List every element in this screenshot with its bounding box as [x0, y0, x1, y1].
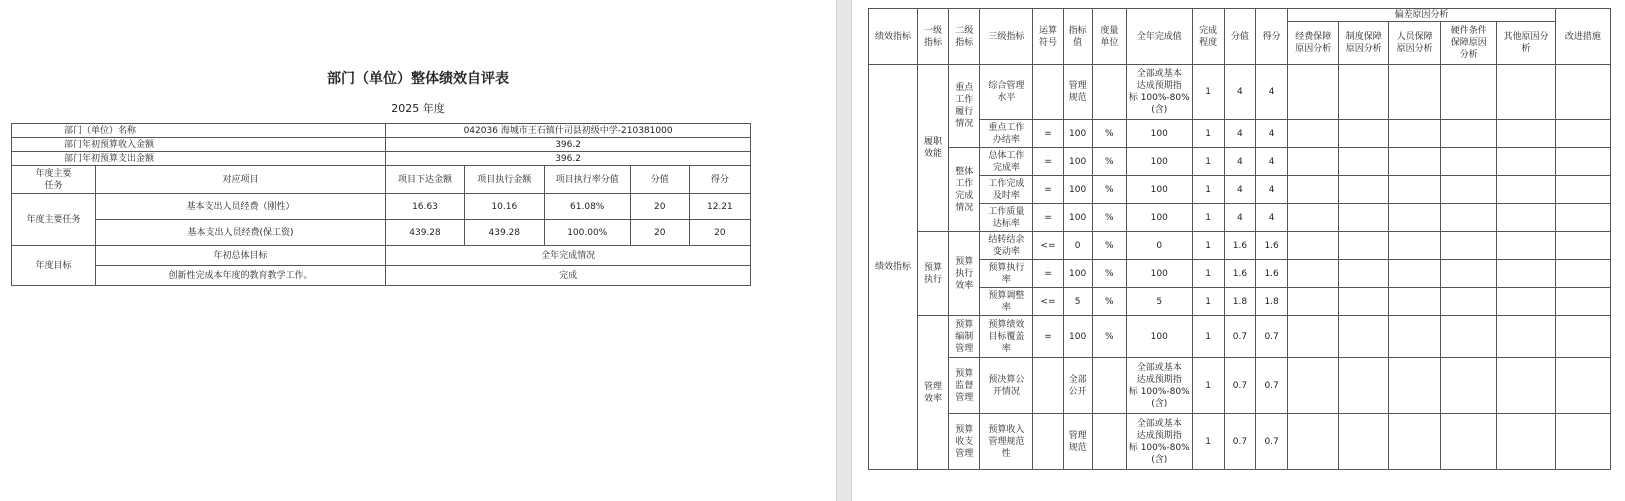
indicator-op — [1033, 65, 1063, 120]
task-project: 基本支出人员经费(保工资) — [95, 220, 385, 246]
task-score: 12.21 — [689, 194, 750, 220]
goal-left: 创新性完成本年度的教育教学工作。 — [95, 266, 385, 286]
indicator-row — [869, 288, 1611, 316]
indicator-l3: 工作完成 及时率 — [980, 176, 1033, 204]
indicator-row — [869, 204, 1611, 232]
indicator-op: = — [1033, 260, 1063, 288]
empty-cell — [1555, 204, 1610, 232]
empty-cell — [1288, 148, 1339, 176]
empty-cell — [1555, 358, 1610, 414]
col1-label: 绩效指标 — [869, 65, 918, 470]
info-label: 部门年初预算支出金额 — [12, 152, 386, 166]
empty-cell — [1441, 232, 1497, 260]
task-header-cell: 项目执行金额 — [464, 166, 544, 194]
empty-cell — [1497, 260, 1555, 288]
indicator-s: 0.7 — [1256, 358, 1288, 414]
indicator-row — [869, 358, 1611, 414]
task-header-cell: 对应项目 — [95, 166, 385, 194]
empty-cell — [1441, 65, 1497, 120]
level2-indicator: 预算 收支 管理 — [949, 414, 980, 470]
indicator-w: 4 — [1224, 120, 1255, 148]
indicator-done: 全部或基本 达成预期指 标 100%-80% (含) — [1127, 414, 1193, 470]
info-row — [12, 124, 751, 138]
empty-cell — [1339, 316, 1389, 358]
level1-indicator: 预算 执行 — [917, 232, 948, 316]
empty-cell — [1288, 260, 1339, 288]
indicator-row — [869, 316, 1611, 358]
empty-cell — [1389, 316, 1441, 358]
header-c7: 度量 单位 — [1092, 9, 1126, 65]
task-executed: 10.16 — [464, 194, 544, 220]
indicator-op: <= — [1033, 288, 1063, 316]
indicator-unit — [1092, 414, 1126, 470]
empty-cell — [1441, 288, 1497, 316]
indicator-unit — [1092, 358, 1126, 414]
header-d2: 制度保障 原因分析 — [1339, 22, 1389, 65]
indicator-val: 管理 规范 — [1063, 65, 1092, 120]
info-value: 396.2 — [386, 138, 751, 152]
empty-cell — [1497, 120, 1555, 148]
task-header-row — [12, 166, 751, 194]
indicator-done: 全部或基本 达成预期指 标 100%-80% (含) — [1127, 358, 1193, 414]
task-header-cell: 项目执行率分值 — [544, 166, 630, 194]
empty-cell — [1288, 176, 1339, 204]
form-year: 2025 年度 — [391, 102, 445, 115]
task-score: 20 — [689, 220, 750, 246]
indicator-l3: 预算调整 率 — [980, 288, 1033, 316]
header-c8: 全年完成值 — [1127, 9, 1193, 65]
level2-indicator: 预算 执行 效率 — [949, 232, 980, 316]
level2-indicator: 预算 编制 管理 — [949, 316, 980, 358]
indicator-deg: 1 — [1192, 288, 1224, 316]
empty-cell — [1497, 288, 1555, 316]
goal-header-row — [12, 246, 751, 266]
indicator-val: 管理 规范 — [1063, 414, 1092, 470]
info-row — [12, 138, 751, 152]
indicator-l3: 预算收入 管理规范 性 — [980, 414, 1033, 470]
empty-cell — [1389, 288, 1441, 316]
indicator-s: 4 — [1256, 148, 1288, 176]
empty-cell — [1339, 260, 1389, 288]
header-c2: 一级 指标 — [917, 9, 948, 65]
indicator-row — [869, 65, 1611, 120]
empty-cell — [1497, 148, 1555, 176]
indicator-w: 4 — [1224, 204, 1255, 232]
empty-cell — [1339, 358, 1389, 414]
empty-cell — [1339, 232, 1389, 260]
indicator-w: 4 — [1224, 176, 1255, 204]
task-weight: 20 — [630, 220, 689, 246]
indicator-row — [869, 232, 1611, 260]
empty-cell — [1441, 358, 1497, 414]
empty-cell — [1389, 65, 1441, 120]
indicator-w: 4 — [1224, 148, 1255, 176]
header-d3: 人员保障 原因分析 — [1389, 22, 1441, 65]
empty-cell — [1389, 358, 1441, 414]
indicator-unit: % — [1092, 120, 1126, 148]
indicator-deg: 1 — [1192, 414, 1224, 470]
indicator-s: 1.8 — [1256, 288, 1288, 316]
indicator-l3: 预决算公 开情况 — [980, 358, 1033, 414]
task-executed: 439.28 — [464, 220, 544, 246]
indicator-s: 4 — [1256, 120, 1288, 148]
empty-cell — [1555, 232, 1610, 260]
indicator-s: 1.6 — [1256, 260, 1288, 288]
indicator-row — [869, 260, 1611, 288]
header-d4: 硬件条件 保障原因 分析 — [1441, 22, 1497, 65]
header-c6: 指标 值 — [1063, 9, 1092, 65]
indicator-unit: % — [1092, 176, 1126, 204]
task-allocated: 16.63 — [386, 194, 465, 220]
empty-cell — [1288, 232, 1339, 260]
task-label: 年度主要任务 — [12, 194, 96, 246]
indicator-s: 4 — [1256, 176, 1288, 204]
empty-cell — [1339, 120, 1389, 148]
right-page — [852, 0, 1625, 501]
empty-cell — [1389, 148, 1441, 176]
empty-cell — [1339, 204, 1389, 232]
header-c11: 得分 — [1256, 9, 1288, 65]
task-header-cell: 得分 — [689, 166, 750, 194]
goal-header-right: 全年完成情况 — [386, 246, 751, 266]
indicator-val: 5 — [1063, 288, 1092, 316]
indicator-val: 100 — [1063, 204, 1092, 232]
indicator-l3: 预算执行 率 — [980, 260, 1033, 288]
info-value: 396.2 — [386, 152, 751, 166]
task-rate: 61.08% — [544, 194, 630, 220]
empty-cell — [1441, 414, 1497, 470]
indicator-s: 4 — [1256, 204, 1288, 232]
header-c3: 二级 指标 — [949, 9, 980, 65]
empty-cell — [1389, 260, 1441, 288]
header-c4: 三级指标 — [980, 9, 1033, 65]
indicator-unit: % — [1092, 204, 1126, 232]
indicator-done: 5 — [1127, 288, 1193, 316]
empty-cell — [1389, 120, 1441, 148]
indicator-w: 1.6 — [1224, 232, 1255, 260]
indicator-done: 100 — [1127, 148, 1193, 176]
indicator-done: 0 — [1127, 232, 1193, 260]
indicator-done: 100 — [1127, 176, 1193, 204]
empty-cell — [1389, 414, 1441, 470]
indicator-l3: 总体工作 完成率 — [980, 148, 1033, 176]
empty-cell — [1441, 260, 1497, 288]
goal-header-left: 年初总体目标 — [95, 246, 385, 266]
indicator-deg: 1 — [1192, 232, 1224, 260]
empty-cell — [1441, 176, 1497, 204]
empty-cell — [1339, 414, 1389, 470]
indicator-op: = — [1033, 120, 1063, 148]
indicator-val: 100 — [1063, 316, 1092, 358]
page-divider — [836, 0, 852, 501]
indicator-op: <= — [1033, 232, 1063, 260]
empty-cell — [1555, 120, 1610, 148]
indicator-val: 全部 公开 — [1063, 358, 1092, 414]
indicator-op: = — [1033, 204, 1063, 232]
header-c1: 绩效指标 — [869, 9, 918, 65]
empty-cell — [1497, 176, 1555, 204]
indicator-w: 4 — [1224, 65, 1255, 120]
indicator-unit: % — [1092, 316, 1126, 358]
indicator-w: 0.7 — [1224, 358, 1255, 414]
indicator-done: 100 — [1127, 120, 1193, 148]
empty-cell — [1288, 316, 1339, 358]
empty-cell — [1555, 288, 1610, 316]
header-c5: 运算 符号 — [1033, 9, 1063, 65]
empty-cell — [1441, 148, 1497, 176]
header-d5: 其他原因分 析 — [1497, 22, 1555, 65]
indicator-w: 1.6 — [1224, 260, 1255, 288]
indicator-w: 0.7 — [1224, 316, 1255, 358]
performance-indicator-table — [868, 8, 1611, 470]
self-evaluation-table — [11, 123, 751, 286]
empty-cell — [1497, 316, 1555, 358]
indicator-op: = — [1033, 316, 1063, 358]
indicator-unit: % — [1092, 288, 1126, 316]
header-improvement: 改进措施 — [1555, 9, 1610, 65]
info-label: 部门年初预算收入金额 — [12, 138, 386, 152]
goal-label: 年度目标 — [12, 246, 96, 286]
info-row — [12, 152, 751, 166]
indicator-done: 100 — [1127, 204, 1193, 232]
task-rate: 100.00% — [544, 220, 630, 246]
indicator-s: 0.7 — [1256, 414, 1288, 470]
empty-cell — [1288, 120, 1339, 148]
indicator-unit: % — [1092, 232, 1126, 260]
indicator-deg: 1 — [1192, 204, 1224, 232]
empty-cell — [1339, 288, 1389, 316]
indicator-val: 100 — [1063, 260, 1092, 288]
indicator-l3: 预算绩效 目标覆盖 率 — [980, 316, 1033, 358]
empty-cell — [1555, 176, 1610, 204]
indicator-val: 100 — [1063, 176, 1092, 204]
indicator-l3: 综合管理 水平 — [980, 65, 1033, 120]
header-d1: 经费保障 原因分析 — [1288, 22, 1339, 65]
indicator-s: 0.7 — [1256, 316, 1288, 358]
indicator-op: = — [1033, 176, 1063, 204]
header-c9: 完成 程度 — [1192, 9, 1224, 65]
empty-cell — [1497, 232, 1555, 260]
indicator-op: = — [1033, 148, 1063, 176]
empty-cell — [1339, 176, 1389, 204]
empty-cell — [1555, 260, 1610, 288]
indicator-row — [869, 148, 1611, 176]
level1-indicator: 管理 效率 — [917, 316, 948, 470]
level1-indicator: 履职 效能 — [917, 65, 948, 232]
indicator-unit — [1092, 65, 1126, 120]
empty-cell — [1288, 414, 1339, 470]
goal-row — [12, 266, 751, 286]
indicator-row — [869, 414, 1611, 470]
empty-cell — [1555, 414, 1610, 470]
empty-cell — [1441, 316, 1497, 358]
task-row — [12, 220, 751, 246]
empty-cell — [1288, 358, 1339, 414]
indicator-unit: % — [1092, 260, 1126, 288]
task-allocated: 439.28 — [386, 220, 465, 246]
info-value: 042036 海城市王石镇什司县初级中学-210381000 — [386, 124, 751, 138]
task-header-cell: 分值 — [630, 166, 689, 194]
indicator-w: 0.7 — [1224, 414, 1255, 470]
indicator-deg: 1 — [1192, 260, 1224, 288]
indicator-val: 0 — [1063, 232, 1092, 260]
empty-cell — [1555, 316, 1610, 358]
indicator-done: 全部或基本 达成预期指 标 100%-80% (含) — [1127, 65, 1193, 120]
empty-cell — [1339, 65, 1389, 120]
empty-cell — [1288, 65, 1339, 120]
indicator-val: 100 — [1063, 148, 1092, 176]
task-header-cell: 项目下达金额 — [386, 166, 465, 194]
header-c10: 分值 — [1224, 9, 1255, 65]
task-header-cell: 年度主要 任务 — [12, 166, 96, 194]
indicator-row — [869, 120, 1611, 148]
indicator-deg: 1 — [1192, 176, 1224, 204]
header-row-1 — [869, 9, 1611, 22]
indicator-s: 4 — [1256, 65, 1288, 120]
goal-right: 完成 — [386, 266, 751, 286]
empty-cell — [1441, 120, 1497, 148]
empty-cell — [1555, 148, 1610, 176]
task-row — [12, 194, 751, 220]
empty-cell — [1389, 204, 1441, 232]
indicator-deg: 1 — [1192, 120, 1224, 148]
empty-cell — [1497, 65, 1555, 120]
indicator-op — [1033, 414, 1063, 470]
task-project: 基本支出人员经费（刚性） — [95, 194, 385, 220]
indicator-deg: 1 — [1192, 148, 1224, 176]
indicator-done: 100 — [1127, 316, 1193, 358]
indicator-unit: % — [1092, 148, 1126, 176]
indicator-l3: 重点工作 办结率 — [980, 120, 1033, 148]
task-weight: 20 — [630, 194, 689, 220]
empty-cell — [1288, 288, 1339, 316]
empty-cell — [1389, 232, 1441, 260]
indicator-deg: 1 — [1192, 65, 1224, 120]
empty-cell — [1288, 204, 1339, 232]
indicator-row — [869, 176, 1611, 204]
indicator-deg: 1 — [1192, 358, 1224, 414]
empty-cell — [1497, 204, 1555, 232]
indicator-val: 100 — [1063, 120, 1092, 148]
indicator-s: 1.6 — [1256, 232, 1288, 260]
empty-cell — [1441, 204, 1497, 232]
level2-indicator: 整体 工作 完成 情况 — [949, 148, 980, 232]
indicator-w: 1.8 — [1224, 288, 1255, 316]
form-title: 部门（单位）整体绩效自评表 — [327, 71, 509, 87]
empty-cell — [1497, 414, 1555, 470]
indicator-l3: 结转结余 变动率 — [980, 232, 1033, 260]
indicator-done: 100 — [1127, 260, 1193, 288]
level2-indicator: 预算 监督 管理 — [949, 358, 980, 414]
empty-cell — [1555, 65, 1610, 120]
header-deviation: 偏差原因分析 — [1288, 9, 1555, 22]
info-label: 部门（单位）名称 — [12, 124, 386, 138]
empty-cell — [1339, 148, 1389, 176]
indicator-deg: 1 — [1192, 316, 1224, 358]
indicator-l3: 工作质量 达标率 — [980, 204, 1033, 232]
empty-cell — [1389, 176, 1441, 204]
level2-indicator: 重点 工作 履行 情况 — [949, 65, 980, 148]
indicator-op — [1033, 358, 1063, 414]
empty-cell — [1497, 358, 1555, 414]
